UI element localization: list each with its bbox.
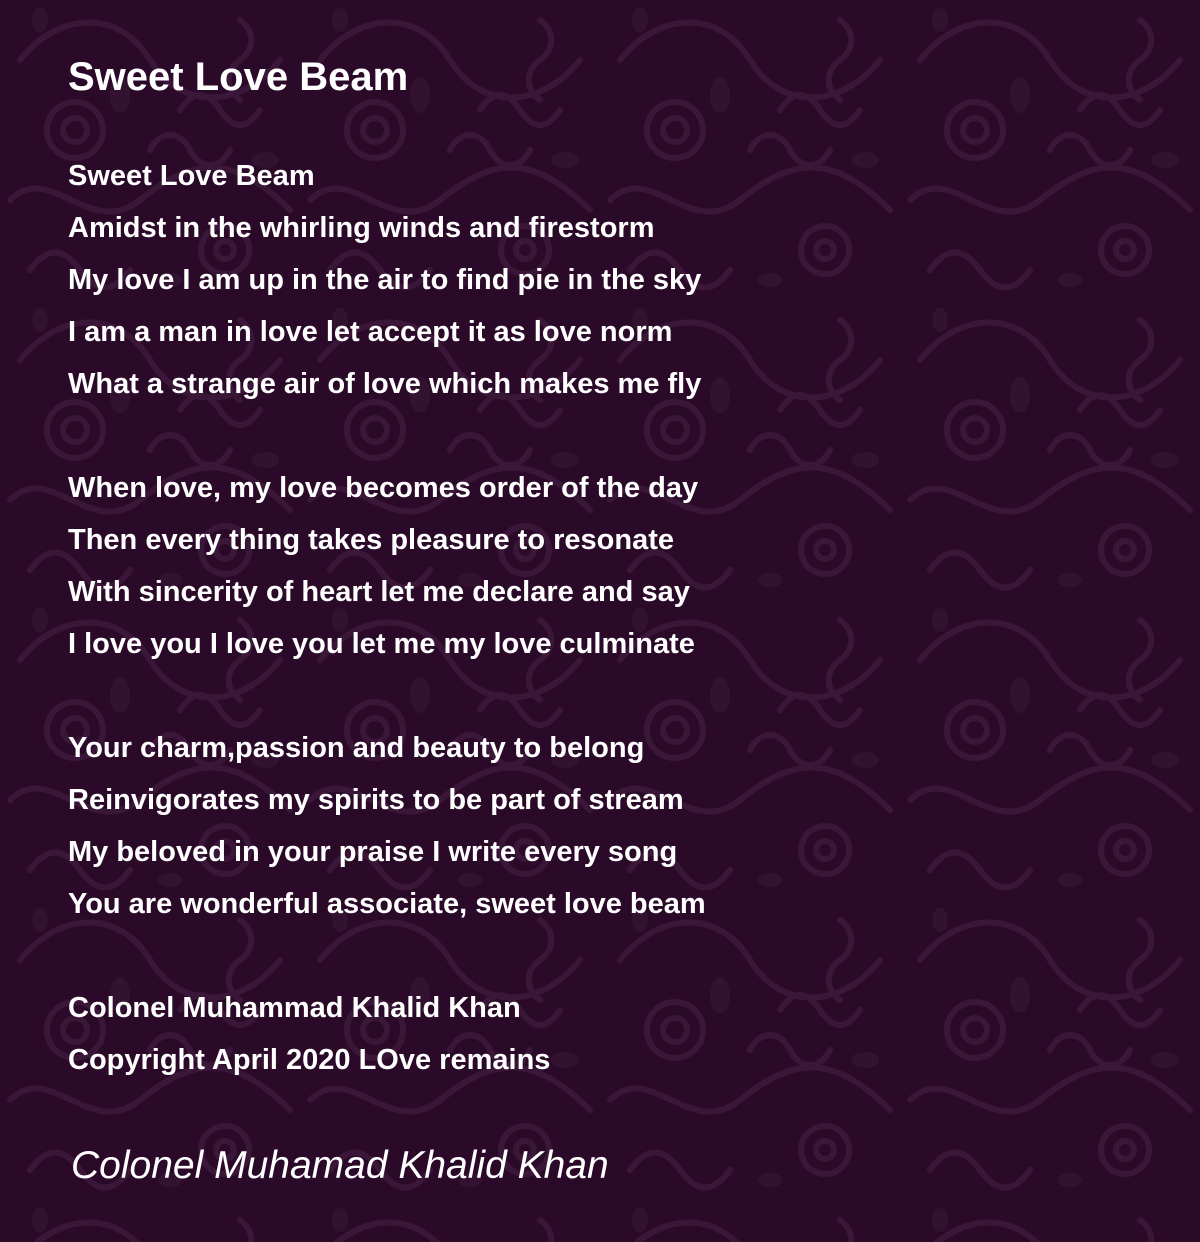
poem-line: Then every thing takes pleasure to resonate [68, 524, 674, 556]
stanza-break [68, 410, 1168, 462]
poem-line: With sincerity of heart let me declare and say [68, 576, 690, 608]
poem-line: You are wonderful associate, sweet love beam [68, 888, 706, 920]
stanza-break [68, 930, 1168, 982]
poem-heading: Sweet Love Beam [68, 160, 315, 192]
poem-line: What a strange air of love which makes me fly [68, 368, 702, 400]
poem-line: I am a man in love let accept it as love norm [68, 316, 673, 348]
poem-line: Your charm,passion and beauty to belong [68, 732, 645, 764]
author-signature: Colonel Muhamad Khalid Khan [71, 1144, 609, 1187]
poem-line: I love you I love you let me my love culminate [68, 628, 695, 660]
poem-line: Amidst in the whirling winds and firestorm [68, 212, 655, 244]
poem-line: When love, my love becomes order of the day [68, 472, 699, 504]
poem-body [68, 150, 1168, 1086]
poem-copyright: Copyright April 2020 LOve remains [68, 1044, 551, 1076]
poem-line: Reinvigorates my spirits to be part of stream [68, 784, 684, 816]
poem-line: My beloved in your praise I write every song [68, 836, 678, 868]
poem-line: My love I am up in the air to find pie in the sky [68, 264, 702, 296]
page-title: Sweet Love Beam [68, 55, 409, 99]
stanza-break [68, 670, 1168, 722]
poem-author-credit: Colonel Muhammad Khalid Khan [68, 992, 521, 1024]
